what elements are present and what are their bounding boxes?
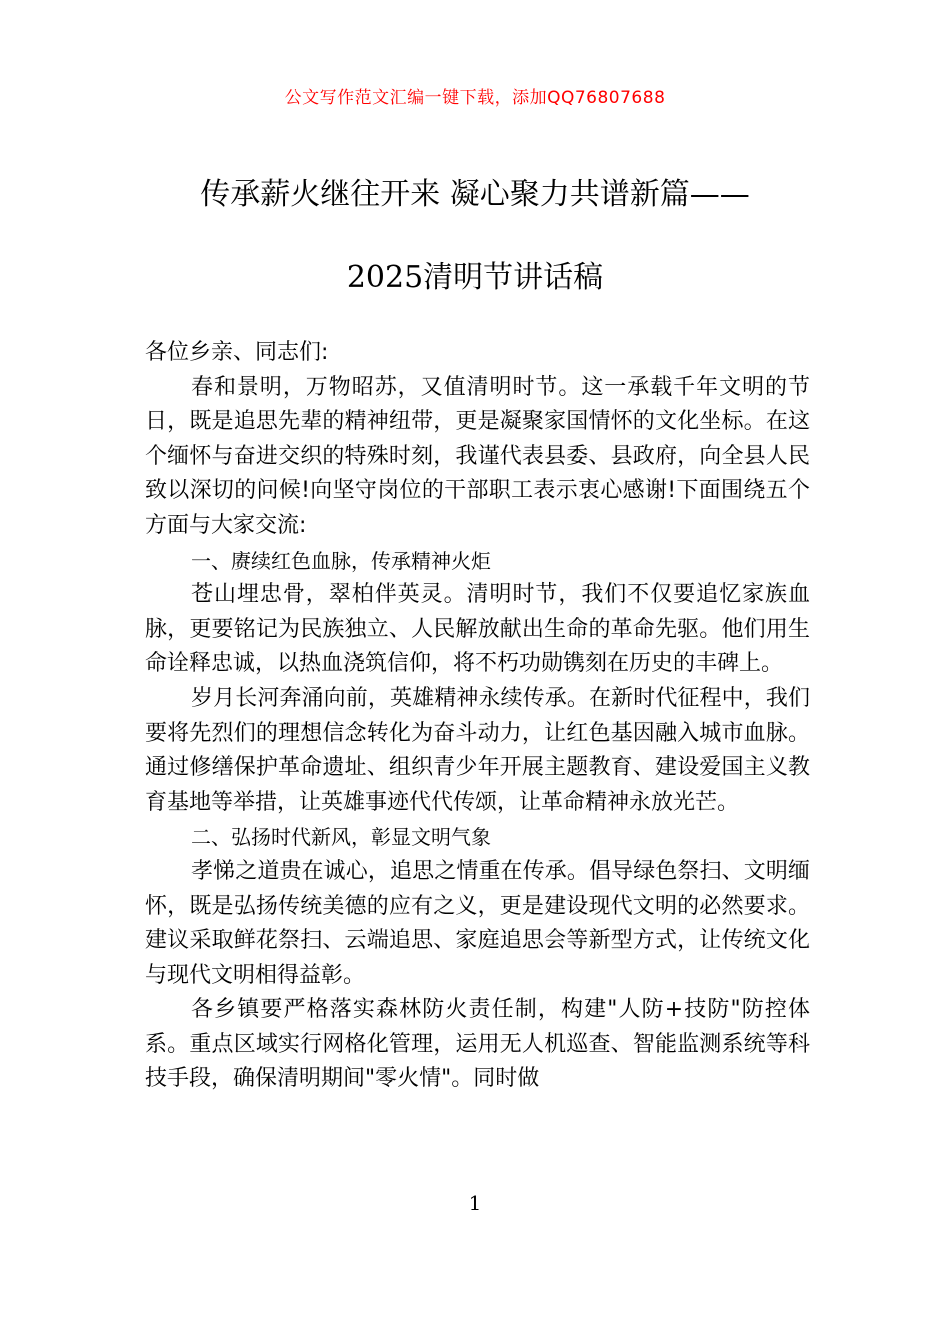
title-line-2: 2025清明节讲话稿 [346, 260, 604, 295]
section-heading-2: 二、弘扬时代新风，彰显文明气象 [191, 825, 491, 850]
page-number: 1 [468, 1191, 482, 1215]
section-heading-1: 一、赓续红色血脉，传承精神火炬 [191, 548, 491, 573]
paragraph: 苍山埋忠骨，翠柏伴英灵。清明时节，我们不仅要追忆家族血脉，更要铭记为民族独立、人民解放献出生命的革命先驱。他们用生命诠释忠诚，以热血浇筑信仰，将不朽功勋镌刻在历史的丰碑上。 [145, 582, 810, 677]
document-title [60, 170, 890, 303]
paragraph: 岁月长河奔涌向前，英雄精神永续传承。在新时代征程中，我们要将先烈们的理想信念转化为奋斗动力，让红色基因融入城市血脉。通过修缮保护革命遗址、组织青少年开展主题教育、建设爱国主义教育基地等举措，让英雄事迹代代传颂，让革命精神永放光芒。 [145, 685, 810, 815]
document-body [145, 336, 810, 1097]
watermark-header: 公文写作范文汇编一键下载，添加QQ76807688 [284, 88, 666, 108]
paragraph: 孝悌之道贵在诚心，追思之情重在传承。倡导绿色祭扫、文明缅怀，既是弘扬传统美德的应有之义，更是建设现代文明的必然要求。建议采取鲜花祭扫、云端追思、家庭追思会等新型方式，让传统文化与现代文明相得益彰。 [145, 858, 810, 988]
paragraph-intro: 春和景明，万物昭苏，又值清明时节。这一承载千年文明的节日，既是追思先辈的精神纽带，更是凝聚家国情怀的文化坐标。在这个缅怀与奋进交织的特殊时刻，我谨代表县委、县政府，向全县人民致以深切的问候!向坚守岗位的干部职工表示衷心感谢!下面围绕五个方面与大家交流: [145, 374, 810, 538]
title-line-1: 传承薪火继往开来 凝心聚力共谱新篇—— [200, 177, 750, 212]
paragraph: 各乡镇要严格落实森林防火责任制，构建"人防+技防"防控体系。重点区域实行网格化管理，运用无人机巡查、智能监测系统等科技手段，确保清明期间"零火情"。同时做 [145, 997, 810, 1092]
salutation: 各位乡亲、同志们: [145, 340, 329, 365]
